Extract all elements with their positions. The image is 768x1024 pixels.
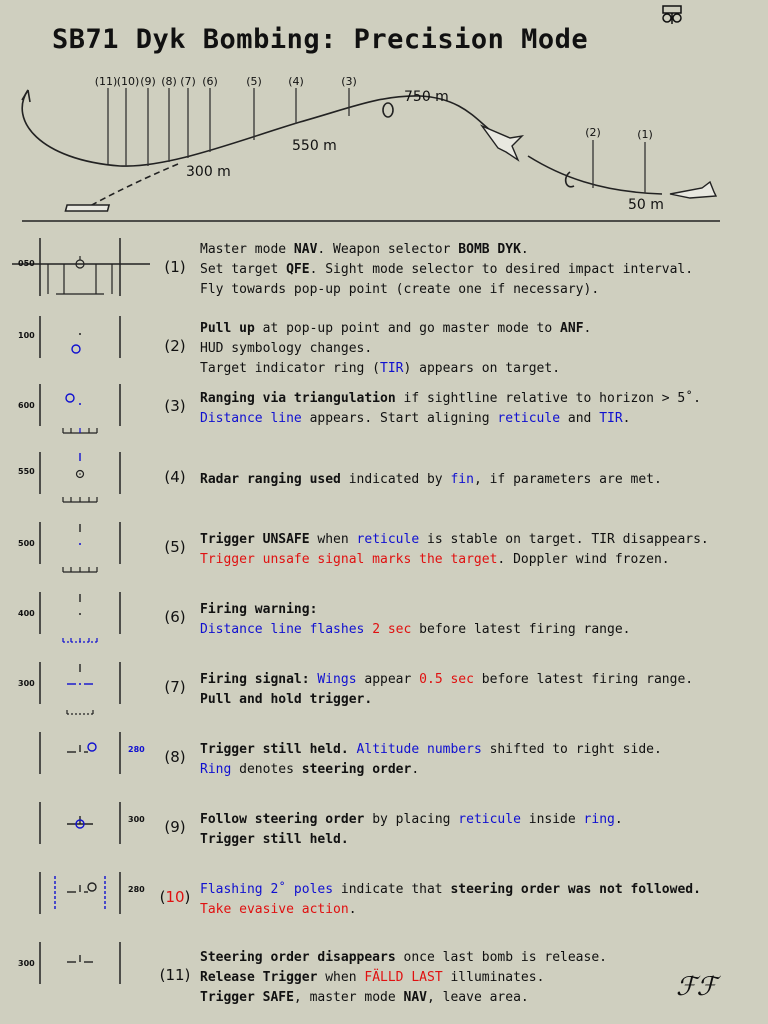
step-description bbox=[200, 670, 693, 710]
step-number: (1) bbox=[164, 258, 186, 276]
description-line bbox=[200, 810, 623, 830]
text-segment: before latest firing range. bbox=[411, 622, 631, 637]
text-segment: Flashing 2˚ poles bbox=[200, 882, 334, 897]
text-segment: . bbox=[622, 411, 631, 426]
hud-symbology-icon bbox=[0, 800, 160, 870]
text-segment: NAV bbox=[403, 990, 427, 1005]
hud-altitude-value: 300 bbox=[18, 959, 35, 968]
label-p4: (4) bbox=[288, 75, 304, 88]
text-segment: . bbox=[520, 242, 529, 257]
step-number: (6) bbox=[164, 608, 186, 626]
hud-symbology-icon bbox=[0, 384, 160, 454]
step-description bbox=[200, 319, 591, 379]
text-segment: reticule bbox=[458, 812, 521, 827]
text-segment: denotes bbox=[231, 762, 302, 777]
text-segment: appears. Start aligning bbox=[301, 411, 498, 426]
hud-symbology-icon bbox=[0, 590, 160, 660]
text-segment: ) appears on target. bbox=[403, 361, 561, 376]
hud-altitude-value: 550 bbox=[18, 467, 35, 476]
hud-altitude-side-value: 300 bbox=[128, 815, 145, 824]
text-segment: Pull up bbox=[200, 321, 255, 336]
text-segment: Wings bbox=[317, 672, 357, 687]
description-line bbox=[200, 280, 693, 300]
step-number: (7) bbox=[164, 678, 186, 696]
text-segment: if sightline relative to horizon > 5˚. bbox=[395, 391, 701, 406]
text-segment: Distance line flashes bbox=[200, 622, 365, 637]
text-segment: Trigger still held. bbox=[200, 832, 349, 847]
step-number: (9) bbox=[164, 818, 186, 836]
text-segment: is stable on target. TIR disappears. bbox=[419, 532, 709, 547]
text-segment: and bbox=[560, 411, 600, 426]
altitude-550-label: 550 m bbox=[292, 138, 337, 154]
step-description bbox=[200, 530, 709, 570]
text-segment: BOMB DYK bbox=[458, 242, 521, 257]
step-number: (8) bbox=[164, 748, 186, 766]
text-segment: Trigger UNSAFE bbox=[200, 532, 310, 547]
description-line bbox=[200, 600, 631, 620]
label-p10: (10) bbox=[116, 75, 140, 88]
text-segment: Steering order disappears bbox=[200, 950, 396, 965]
text-segment: Radar ranging used bbox=[200, 472, 341, 487]
page-title: SB71 Dyk Bombing: Precision Mode bbox=[52, 24, 589, 55]
hud-altitude-value: 300 bbox=[18, 679, 35, 688]
description-line bbox=[200, 470, 662, 490]
text-segment: Release Trigger bbox=[200, 970, 318, 985]
description-line bbox=[200, 550, 709, 570]
text-segment: ANF bbox=[560, 321, 584, 336]
text-segment: before latest firing range. bbox=[473, 672, 694, 687]
step-description bbox=[200, 948, 607, 1008]
description-line bbox=[200, 740, 662, 760]
step-description bbox=[200, 740, 662, 780]
target-marker bbox=[65, 205, 109, 211]
text-segment: Set target bbox=[200, 262, 287, 277]
description-line bbox=[200, 880, 701, 900]
text-segment: Trigger unsafe signal marks the target bbox=[200, 552, 498, 567]
text-segment: 2 sec bbox=[372, 622, 412, 637]
label-p1: (1) bbox=[637, 128, 653, 141]
hud-symbology-icon bbox=[0, 450, 160, 520]
text-segment: QFE bbox=[286, 262, 310, 277]
text-segment: . bbox=[614, 812, 623, 827]
step-number: (10) bbox=[159, 888, 191, 906]
text-segment: Target indicator ring ( bbox=[200, 361, 381, 376]
text-segment: Pull and hold trigger. bbox=[200, 692, 373, 707]
text-segment: TIR bbox=[380, 361, 404, 376]
description-line bbox=[200, 359, 591, 379]
text-segment: Distance line bbox=[200, 411, 302, 426]
hud-altitude-value: 600 bbox=[18, 401, 35, 410]
step-description bbox=[200, 810, 623, 850]
text-segment: Ring bbox=[200, 762, 232, 777]
label-p11: (11) bbox=[94, 75, 118, 88]
description-line bbox=[200, 260, 693, 280]
text-segment: , if parameters are met. bbox=[473, 472, 662, 487]
text-segment: . bbox=[583, 321, 592, 336]
label-p6: (6) bbox=[202, 75, 218, 88]
hud-symbology-icon bbox=[0, 520, 160, 590]
altitude-300-label: 300 m bbox=[186, 164, 231, 180]
description-line bbox=[200, 830, 623, 850]
label-p5: (5) bbox=[246, 75, 262, 88]
text-segment: indicated by bbox=[340, 472, 451, 487]
hud-altitude-value: 500 bbox=[18, 539, 35, 548]
text-segment: . Weapon selector bbox=[317, 242, 459, 257]
altitude-50-label: 50 m bbox=[628, 197, 664, 213]
text-segment: . Doppler wind frozen. bbox=[497, 552, 670, 567]
approach-path bbox=[528, 156, 662, 194]
description-line bbox=[200, 690, 693, 710]
text-segment: Firing warning: bbox=[200, 602, 318, 617]
text-segment: Master mode bbox=[200, 242, 294, 257]
description-line bbox=[200, 530, 709, 550]
text-segment: , leave area. bbox=[426, 990, 529, 1005]
step-number: (11) bbox=[159, 966, 191, 984]
text-segment: steering order was not followed. bbox=[450, 882, 701, 897]
description-line bbox=[200, 409, 701, 429]
text-segment: at pop-up point and go master mode to bbox=[254, 321, 561, 336]
description-line bbox=[200, 760, 662, 780]
description-line bbox=[200, 670, 693, 690]
description-line bbox=[200, 988, 607, 1008]
label-p7: (7) bbox=[180, 75, 196, 88]
step-description bbox=[200, 389, 701, 429]
label-p3: (3) bbox=[341, 75, 357, 88]
text-segment bbox=[349, 742, 357, 757]
text-segment: HUD symbology changes. bbox=[200, 341, 373, 356]
description-line bbox=[200, 968, 607, 988]
step-description bbox=[200, 880, 701, 920]
label-p9: (9) bbox=[140, 75, 156, 88]
altitude-750-label: 750 m bbox=[404, 89, 449, 105]
description-line bbox=[200, 339, 591, 359]
hud-altitude-value: 050 bbox=[18, 259, 35, 268]
text-segment: reticule bbox=[356, 532, 420, 547]
text-segment: Altitude numbers bbox=[356, 742, 482, 757]
text-segment: when bbox=[317, 970, 365, 985]
label-p2: (2) bbox=[585, 126, 601, 139]
hud-symbology-icon bbox=[0, 870, 160, 940]
text-segment: Firing signal: bbox=[200, 672, 318, 687]
hud-altitude-side-value: 280 bbox=[128, 885, 145, 894]
text-segment: , master mode bbox=[293, 990, 404, 1005]
bomb-trajectory bbox=[90, 164, 178, 206]
text-segment: NAV bbox=[293, 242, 318, 257]
step-number: (3) bbox=[164, 397, 186, 415]
hud-altitude-side-value: 280 bbox=[128, 745, 145, 754]
step-number: (5) bbox=[164, 538, 186, 556]
text-segment: when bbox=[309, 532, 357, 547]
text-segment: TIR bbox=[599, 411, 623, 426]
description-line bbox=[200, 319, 591, 339]
text-segment: FÄLLD LAST bbox=[364, 970, 443, 985]
hud-symbology-icon bbox=[0, 940, 160, 1010]
step-number: (4) bbox=[164, 468, 186, 486]
description-line bbox=[200, 900, 701, 920]
text-segment: fin bbox=[450, 472, 474, 487]
description-line bbox=[200, 620, 631, 640]
text-segment: inside bbox=[520, 812, 584, 827]
hud-symbology-icon bbox=[0, 660, 160, 730]
text-segment: Fly towards pop-up point (create one if necessary). bbox=[200, 282, 600, 297]
text-segment: once last bomb is release. bbox=[395, 950, 607, 965]
step-description bbox=[200, 600, 631, 640]
hud-altitude-value: 100 bbox=[18, 331, 35, 340]
text-segment: appear bbox=[356, 672, 420, 687]
step-number: (2) bbox=[164, 337, 186, 355]
text-segment: Ranging via triangulation bbox=[200, 391, 396, 406]
flight-profile-diagram bbox=[0, 0, 768, 230]
approaching-aircraft-icon bbox=[670, 182, 716, 198]
description-line bbox=[200, 389, 701, 409]
text-segment: reticule bbox=[497, 411, 561, 426]
text-segment: Trigger SAFE bbox=[200, 990, 294, 1005]
description-line bbox=[200, 948, 607, 968]
text-segment: . Sight mode selector to desired impact interval. bbox=[309, 262, 694, 277]
text-segment: shifted to right side. bbox=[481, 742, 662, 757]
hud-altitude-value: 400 bbox=[18, 609, 35, 618]
description-line bbox=[200, 240, 693, 260]
hud-symbology-icon bbox=[0, 232, 160, 302]
text-segment: Trigger still held. bbox=[200, 742, 349, 757]
text-segment: 0.5 sec bbox=[419, 672, 474, 687]
step-description bbox=[200, 470, 662, 490]
text-segment: ring bbox=[583, 812, 615, 827]
label-p8: (8) bbox=[161, 75, 177, 88]
hud-symbology-icon bbox=[0, 314, 160, 384]
diving-aircraft-icon bbox=[482, 126, 522, 160]
text-segment: . bbox=[348, 902, 357, 917]
text-segment: . bbox=[411, 762, 420, 777]
hud-symbology-icon bbox=[0, 730, 160, 800]
text-segment: illuminates. bbox=[442, 970, 545, 985]
text-segment: by placing bbox=[364, 812, 459, 827]
text-segment: steering order bbox=[301, 762, 412, 777]
text-segment: Follow steering order bbox=[200, 812, 365, 827]
text-segment: Take evasive action bbox=[200, 902, 349, 917]
author-signature: ℱℱ bbox=[676, 972, 717, 1002]
text-segment: indicate that bbox=[333, 882, 451, 897]
step-description bbox=[200, 240, 693, 300]
